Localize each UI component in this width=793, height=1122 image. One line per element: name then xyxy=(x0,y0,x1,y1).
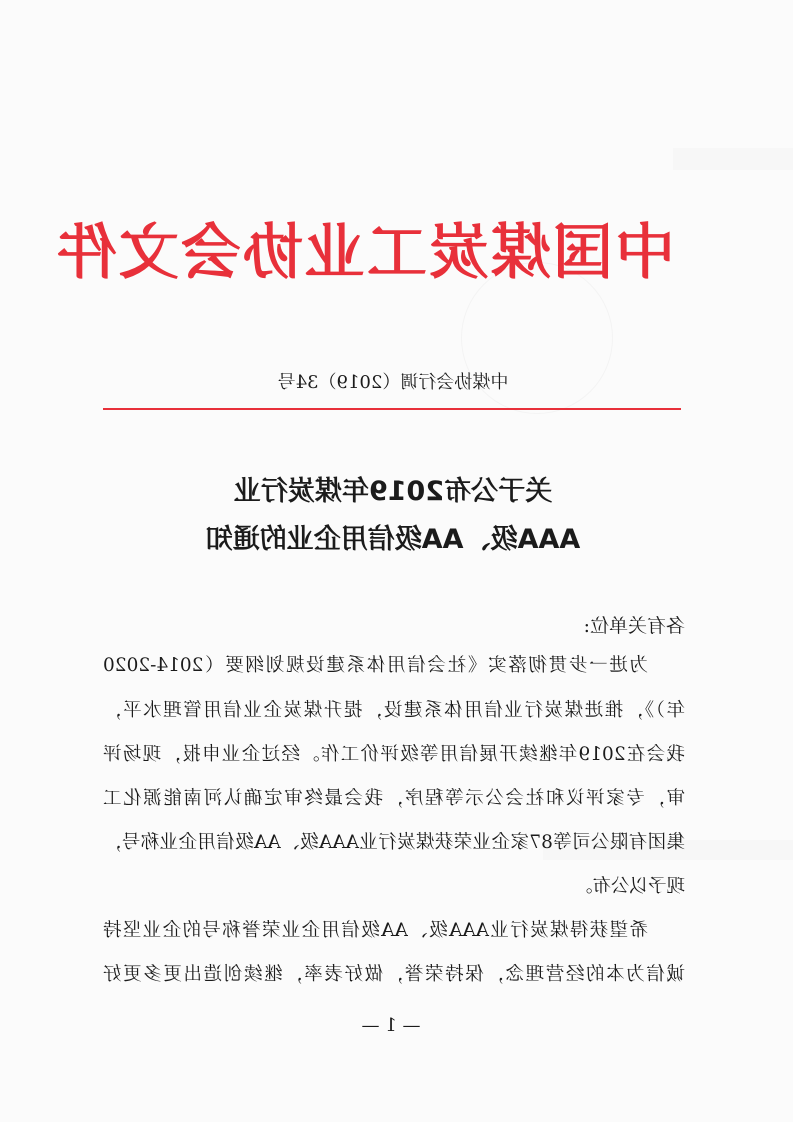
notice-title-line-2: AAA级、AA级信用企业的通知 xyxy=(205,524,581,555)
body-line-7: 希望获得煤炭行业AAA级、AA级信用企业荣誉称号的企业坚持 xyxy=(103,920,648,941)
body-line-6: 现予以公布。 xyxy=(573,876,685,897)
issuing-authority-header: 中国煤炭工业协会文件 xyxy=(55,218,675,288)
document-number: 中煤协会行调（2019）34号 xyxy=(277,372,509,393)
body-line-5: 集团有限公司等87家企业荣获煤炭行业AAA级、AA级信用企业称号， xyxy=(103,832,685,853)
body-line-4: 审，专家评议和社会公示等程序，我会最终审定确认河南能源化工 xyxy=(103,788,685,809)
body-line-2: 年）》，推进煤炭行业信用体系建设，提升煤炭企业信用管理水平， xyxy=(103,700,685,721)
body-line-3: 我会在2019年继续开展信用等级评价工作。经过企业申报，现场评 xyxy=(103,744,685,765)
notice-title-line-1: 关于公布2019年煤炭行业 xyxy=(233,476,553,507)
body-line-8: 诚信为本的经营理念，保持荣誉，做好表率，继续创造出更多更好 xyxy=(103,964,685,985)
page-number: — 1 — xyxy=(361,1015,421,1036)
reverse-side-show-through xyxy=(673,148,793,170)
red-header-rule xyxy=(103,408,681,410)
body-line-1: 为进一步贯彻落实《社会信用体系建设规划纲要（2014-2020 xyxy=(103,655,648,676)
salutation: 各有关单位: xyxy=(583,615,685,637)
